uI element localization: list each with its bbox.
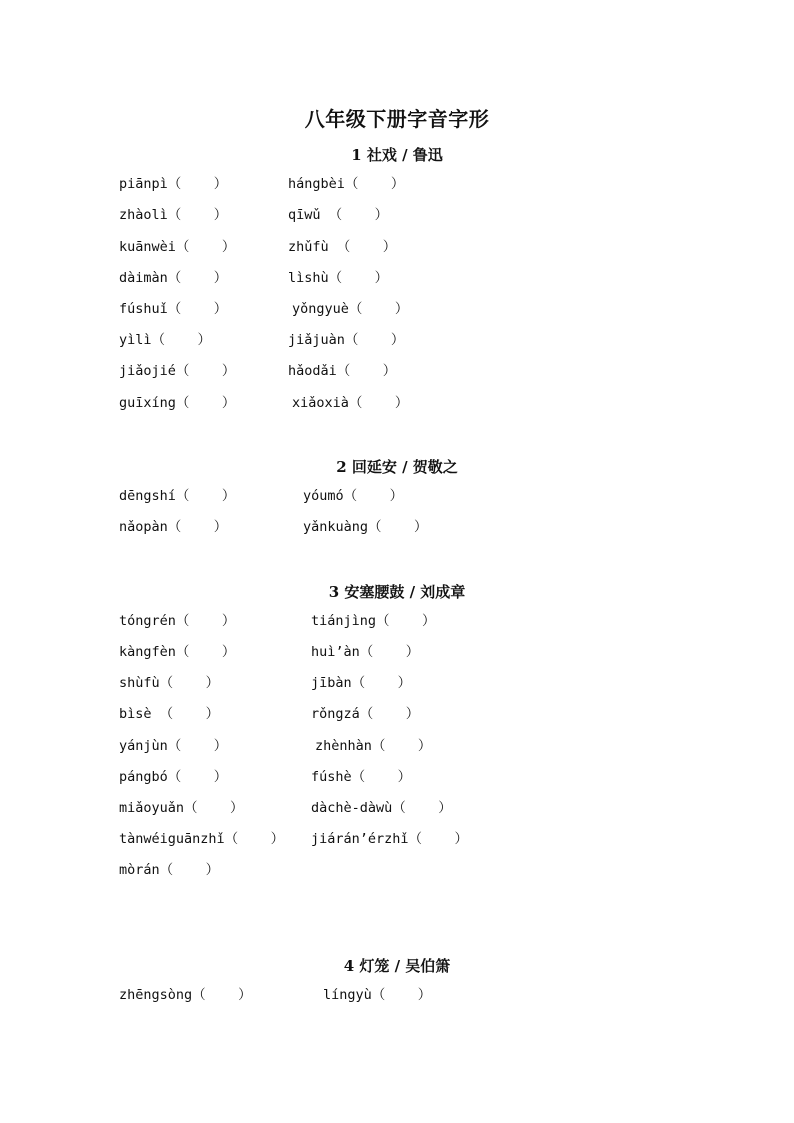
pinyin-item: jiǎjuàn（ ）: [288, 332, 405, 348]
word-row: [0, 985, 794, 1005]
pinyin-item: yánjùn（ ）: [119, 738, 228, 754]
word-row: [0, 268, 794, 288]
pinyin-item: tiánjìng（ ）: [311, 613, 436, 629]
word-row: [0, 767, 794, 787]
pinyin-item: piānpì（ ）: [119, 176, 228, 192]
pinyin-item: zhēngsòng（ ）: [119, 987, 252, 1003]
pinyin-item: jiárán’érzhǐ（ ）: [311, 831, 469, 847]
pinyin-item: zhènhàn（ ）: [315, 738, 432, 754]
word-row: [0, 299, 794, 319]
pinyin-item: xiǎoxià（ ）: [292, 395, 409, 411]
section-heading: 1 社戏 / 鲁迅: [351, 146, 443, 164]
pinyin-item: dàchè-dàwù（ ）: [311, 800, 452, 816]
pinyin-item: rǒngzá（ ）: [311, 706, 420, 722]
pinyin-item: hǎodǎi（ ）: [288, 363, 397, 379]
word-row: [0, 517, 794, 537]
pinyin-item: fúshè（ ）: [311, 769, 412, 785]
pinyin-item: mòrán（ ）: [119, 862, 220, 878]
pinyin-item: zhǔfù （ ）: [288, 239, 397, 255]
pinyin-item: jībàn（ ）: [311, 675, 412, 691]
word-row: [0, 673, 794, 693]
pinyin-item: pángbó（ ）: [119, 769, 228, 785]
word-row: [0, 642, 794, 662]
word-row: [0, 704, 794, 724]
section-heading: 4 灯笼 / 吴伯箫: [343, 957, 451, 975]
pinyin-item: zhàolì（ ）: [119, 207, 228, 223]
pinyin-item: qīwǔ （ ）: [288, 207, 389, 223]
pinyin-item: fúshuǐ（ ）: [119, 301, 228, 317]
pinyin-item: tóngrén（ ）: [119, 613, 236, 629]
pinyin-item: dàimàn（ ）: [119, 270, 228, 286]
pinyin-item: língyù（ ）: [323, 987, 432, 1003]
pinyin-item: kàngfèn（ ）: [119, 644, 236, 660]
pinyin-item: lìshù（ ）: [288, 270, 389, 286]
pinyin-item: yóumó（ ）: [303, 488, 404, 504]
pinyin-item: yìlì（ ）: [119, 332, 212, 348]
pinyin-item: hángbèi（ ）: [288, 176, 405, 192]
word-row: [0, 330, 794, 350]
word-row: [0, 611, 794, 631]
section-heading: 3 安塞腰鼓 / 刘成章: [328, 583, 466, 601]
pinyin-item: bìsè （ ）: [119, 706, 220, 722]
word-row: [0, 237, 794, 257]
pinyin-item: yǎnkuàng（ ）: [303, 519, 428, 535]
word-row: [0, 798, 794, 818]
word-row: [0, 860, 794, 880]
pinyin-item: dēngshí（ ）: [119, 488, 236, 504]
word-row: [0, 829, 794, 849]
pinyin-item: miǎoyuǎn（ ）: [119, 800, 244, 816]
pinyin-item: shùfù（ ）: [119, 675, 220, 691]
pinyin-item: kuānwèi（ ）: [119, 239, 236, 255]
section-heading: 2 回延安 / 贺敬之: [336, 458, 458, 476]
pinyin-item: huì’àn（ ）: [311, 644, 420, 660]
pinyin-item: tànwéiguānzhǐ（ ）: [119, 831, 285, 847]
word-row: [0, 486, 794, 506]
word-row: [0, 361, 794, 381]
word-row: [0, 205, 794, 225]
word-row: [0, 174, 794, 194]
word-row: [0, 736, 794, 756]
pinyin-item: nǎopàn（ ）: [119, 519, 228, 535]
pinyin-item: guīxíng（ ）: [119, 395, 236, 411]
document-title: 八年级下册字音字形: [304, 107, 490, 131]
pinyin-item: yǒngyuè（ ）: [292, 301, 409, 317]
word-row: [0, 393, 794, 413]
pinyin-item: jiǎojié（ ）: [119, 363, 236, 379]
